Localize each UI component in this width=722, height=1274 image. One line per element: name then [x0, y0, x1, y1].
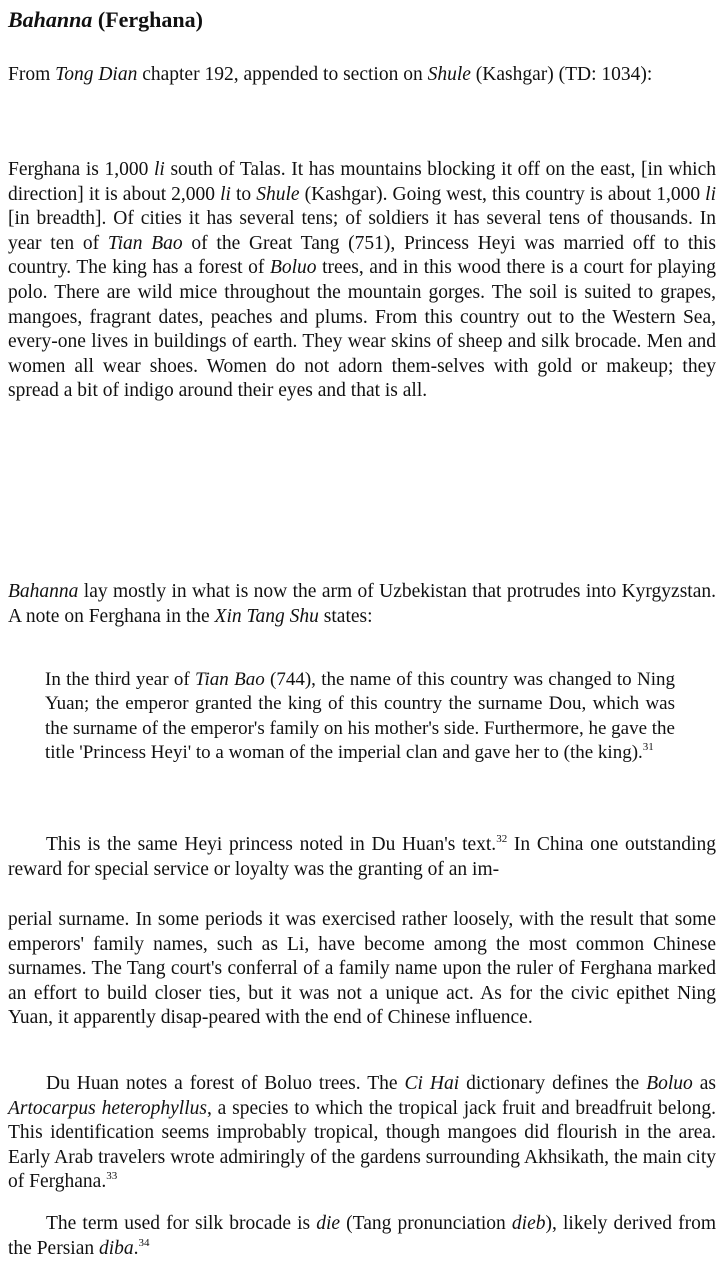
italic-text: Ci Hai: [404, 1073, 460, 1094]
italic-text: Tian Bao: [194, 669, 265, 690]
text: (744), the name of this country was changed to Ning Yuan; the emperor granted the king of this country the surname Dou, which was the surname of the emperor's family on his mother's side. Furthermore, he gave the title 'Princess Heyi' to a woman of the imperial clan and gave her to (the king).: [45, 669, 675, 764]
text: (Kashgar). Going west, this country is about 1,000: [299, 183, 706, 205]
italic-text: die: [316, 1213, 341, 1234]
italic-text: dieb: [511, 1213, 546, 1234]
text: The term used for silk brocade is: [46, 1213, 317, 1234]
text: trees, and in this wood there is a court for playing polo. There are wild mice throughout the mountain gorges. The soil is suited to grapes, mangoes, fragrant dates, peaches and plums. From this country out to the Western Sea, every-one lives in buildings of earth. They wear skins of sheep and silk brocade. Men and women all wear shoes. Women do not adorn them-selves with gold or makeup; they spread a bit of indigo around their eyes and that is all.: [8, 257, 716, 402]
text: to: [230, 183, 257, 205]
text: This is the same Heyi princess noted in Du Huan's text.: [46, 834, 497, 855]
surname-paragraph: [8, 908, 716, 1031]
italic-text: li: [220, 183, 231, 205]
italic-text: Shule: [256, 183, 300, 205]
italic-text: diba: [98, 1237, 134, 1259]
heading-name-italic: Bahanna: [8, 7, 93, 32]
text: south of Talas. It has mountains blocking it off on the east, [in which direction] it is about 2,000: [8, 159, 716, 205]
text: .: [133, 1237, 139, 1259]
footnote-marker: 34: [138, 1236, 150, 1249]
italic-text: Boluo: [269, 257, 317, 279]
italic-text: Shule: [427, 64, 471, 85]
text: From: [8, 64, 56, 85]
text: , a species to which the tropical jack fruit and breadfruit belong. This identification seems improbably tropical, though mangoes did flourish in the area. Early Arab travelers wrote admiringly of the gardens surrounding Akhsikath, the main city of Ferghana.: [8, 1097, 716, 1193]
italic-text: Xin Tang Shu: [214, 605, 319, 627]
italic-text: Bahanna: [8, 581, 79, 602]
heyi-paragraph: [8, 833, 716, 882]
source-note: [8, 63, 716, 88]
text: perial surname. In some periods it was exercised rather loosely, with the result that some emperors' family names, such as Li, have become among the most common Chinese surnames. The Tang court's conferral of a family name upon the ruler of Ferghana marked an effort to build closer ties, but it was not a unique act. As for the civic epithet Ning Yuan, it apparently disap-peared with the end of Chinese influence.: [8, 909, 716, 1029]
section-heading: [8, 6, 716, 34]
text: chapter 192, appended to section on: [137, 64, 428, 85]
italic-text: Boluo: [646, 1073, 693, 1094]
text: states:: [318, 605, 373, 627]
text: ), likely derived from the Persian: [8, 1213, 716, 1259]
boluo-paragraph: [8, 1072, 716, 1195]
italic-text: Tian Bao: [107, 232, 183, 254]
heading-name-plain: (Ferghana): [92, 7, 203, 32]
italic-text: li: [153, 159, 165, 180]
text: as: [692, 1073, 716, 1094]
text: Du Huan notes a forest of Boluo trees. The: [46, 1073, 405, 1094]
italic-text: Tong Dian: [55, 64, 138, 85]
block-quote: [45, 668, 675, 766]
text: dictionary defines the: [459, 1073, 647, 1094]
die-paragraph: [8, 1212, 716, 1261]
text: (Kashgar) (TD: 1034):: [470, 64, 653, 85]
translation-paragraph: [8, 158, 716, 404]
commentary-intro: [8, 580, 716, 629]
text: (Tang pronunciation: [340, 1213, 512, 1234]
text: lay mostly in what is now the arm of Uzbekistan that protrudes into Kyrgyzstan. A note on Ferghana in the: [8, 581, 716, 627]
footnote-marker: 31: [642, 741, 654, 754]
footnote-marker: 32: [496, 833, 508, 845]
text: In the third year of: [45, 669, 195, 690]
italic-text: li: [705, 183, 717, 205]
text: [in breadth]. Of cities it has several tens; of soldiers it has several tens of thousands. In year ten of: [8, 208, 716, 254]
text: of the Great Tang (751), Princess Heyi was married off to this country. The king has a forest of: [8, 232, 716, 279]
text: In China one outstanding reward for special service or loyalty was the granting of an im-: [8, 834, 716, 880]
footnote-marker: 33: [106, 1170, 118, 1183]
text: Ferghana is 1,000: [8, 159, 154, 180]
italic-text: Artocarpus heterophyllus: [8, 1097, 207, 1119]
